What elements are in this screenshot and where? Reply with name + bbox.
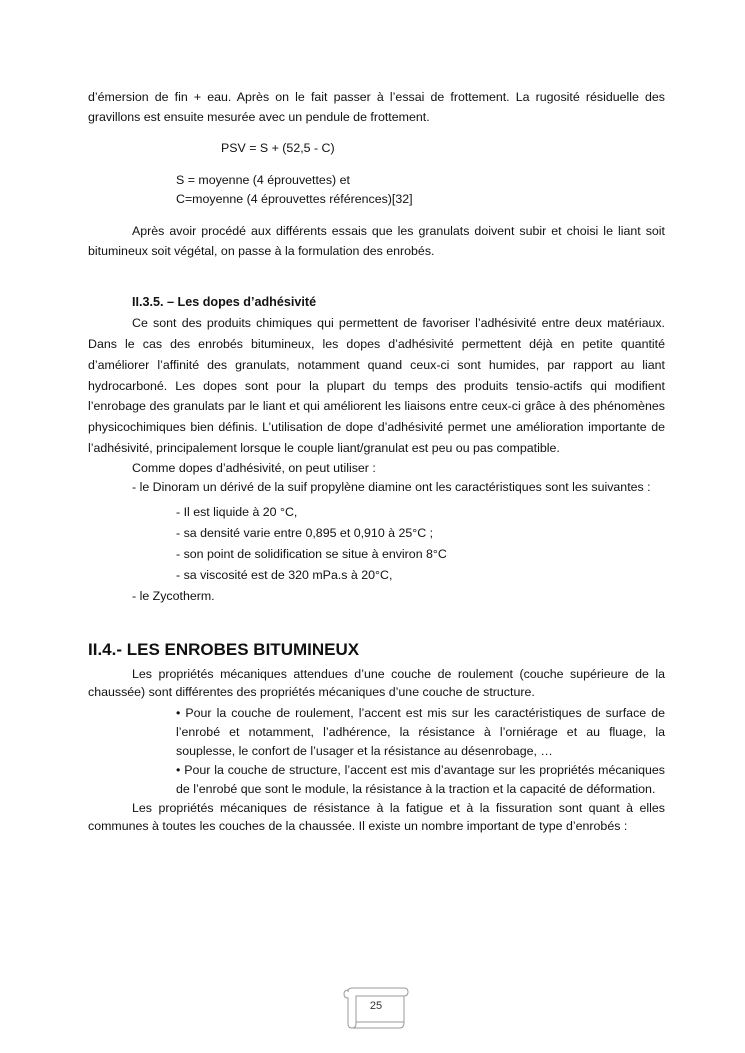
comme-dopes-paragraph: Comme dopes d’adhésivité, on peut utiliser : xyxy=(132,460,376,475)
list-item: - sa densité varie entre 0,895 et 0,910 à 25°C ; xyxy=(176,525,434,540)
list-item-zycotherm: - le Zycotherm. xyxy=(132,588,215,603)
intro-paragraph: d’émersion de fin + eau. Après on le fait passer à l’essai de frottement. La rugosité résiduelle des gravillons est ensuite mesurée avec un pendule de frottement. xyxy=(88,90,665,124)
psv-formula: PSV = S + (52,5 - C) xyxy=(221,141,335,156)
page-body xyxy=(88,88,665,836)
properties-paragraph: Les propriétés mécaniques attendues d’une couche de roulement (couche supérieure de la chaussée) sont différentes des propriétés mécaniques d’une couche de structure. xyxy=(88,666,665,700)
list-item: - sa viscosité est de 320 mPa.s à 20°C, xyxy=(176,567,393,582)
definition-c: C=moyenne (4 éprouvettes références)[32] xyxy=(176,192,413,207)
page-number-scroll xyxy=(340,982,412,1030)
fatigue-paragraph: Les propriétés mécaniques de résistance à la fatigue et à la fissuration sont quant à elles communes à toutes les couches de la chaussée. Il existe un nombre important de type d’enrobés : xyxy=(88,800,665,834)
dinoram-paragraph: - le Dinoram un dérivé de la suif propylène diamine ont les caractéristiques sont les suivantes : xyxy=(132,480,651,495)
formulation-paragraph: Après avoir procédé aux différents essais que les granulats doivent subir et choisi le liant soit bitumineux soit végétal, on passe à la formulation des enrobés. xyxy=(88,223,665,258)
section-heading-dopes: II.3.5. – Les dopes d’adhésivité xyxy=(132,295,317,310)
section-heading-enrobes: II.4.- LES ENROBES BITUMINEUX xyxy=(88,639,360,659)
list-item: - Il est liquide à 20 °C, xyxy=(176,504,298,519)
bullet-roulement: • Pour la couche de roulement, l’accent est mis sur les caractéristiques de surface de l’enrobé et notamment, l’adhérence, la résistance à l’orniérage et au fluage, la souplesse, le confort de l’usager et la résistance au désenrobage, … xyxy=(176,705,665,758)
definition-s: S = moyenne (4 éprouvettes) et xyxy=(176,172,350,187)
bullet-structure: • Pour la couche de structure, l’accent est mis d’avantage sur les propriétés mécaniques de l’enrobé que sont le module, la résistance à la traction et la capacité de déformation. xyxy=(176,762,665,796)
dopes-paragraph: Ce sont des produits chimiques qui permettent de favoriser l’adhésivité entre deux matériaux. Dans le cas des enrobés bitumineux, les dopes d’adhésivité permettent déjà en petite quantité d’améliorer l’affinité des granulats, notamment quand ceux-ci sont humides, par rapport au liant hydrocarboné. Les dopes sont pour la plupart du temps des produits tensio-actifs qui modifient l’enrobage des granulats par le liant et qui améliorent les liaisons entre ceux-ci grâce à des phénomènes physicochimiques bien définis. L’utilisation de dope d’adhésivité permet une amélioration importante de l’adhésivité, principalement lorsque le couple liant/granulat est peu ou pas compatible. xyxy=(88,316,665,455)
page-number: 25 xyxy=(369,1000,383,1012)
list-item: - son point de solidification se situe à environ 8°C xyxy=(176,546,447,561)
